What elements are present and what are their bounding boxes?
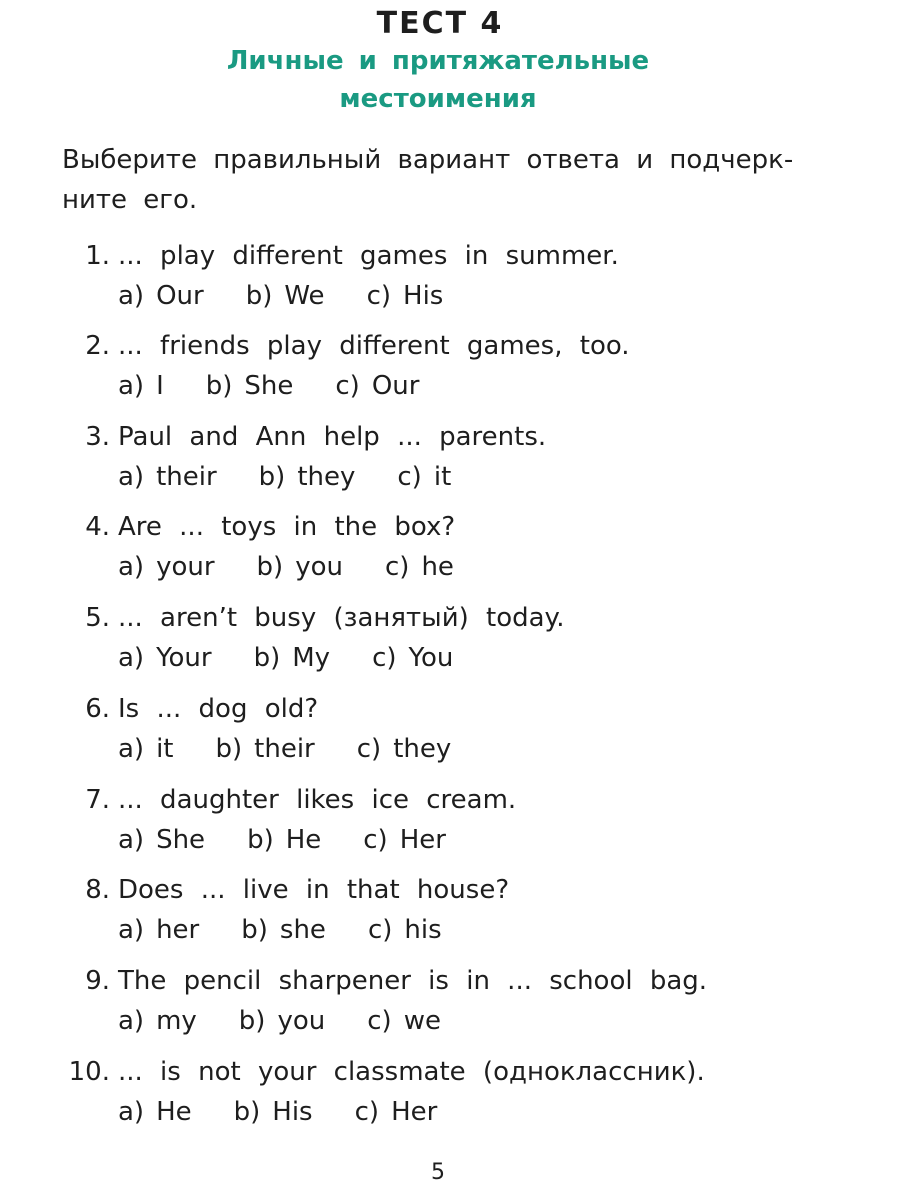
question-4: [0, 507, 900, 582]
instruction-line-2: ните его.: [62, 185, 198, 215]
option-text: you: [295, 552, 343, 582]
option-b[interactable]: [246, 276, 325, 316]
question-number: 8.: [85, 875, 110, 905]
option-letter: b): [258, 462, 286, 492]
option-c[interactable]: [372, 638, 453, 678]
answer-options: [118, 1092, 479, 1132]
option-a[interactable]: [118, 366, 164, 406]
option-letter: c): [356, 734, 382, 764]
option-text: Our: [156, 281, 204, 311]
option-text: Her: [391, 1097, 438, 1127]
option-letter: a): [118, 552, 145, 582]
option-letter: b): [215, 734, 243, 764]
option-b[interactable]: [254, 638, 330, 678]
option-letter: c): [363, 825, 388, 855]
question-text: ... is not your classmate (одноклассник).: [118, 1057, 705, 1087]
question-text: The pencil sharpener is in ... school bag.: [118, 966, 708, 996]
question-text: ... play different games in summer.: [118, 241, 619, 271]
question-text: Does ... live in that house?: [118, 875, 510, 905]
option-c[interactable]: [357, 729, 452, 769]
option-letter: c): [367, 915, 393, 945]
question-number: 4.: [85, 512, 110, 542]
question-9: [0, 961, 900, 1036]
option-a[interactable]: [118, 910, 199, 950]
instruction-line-1: Выберите правильный вариант ответа и подчерк-: [62, 145, 794, 175]
option-letter: b): [245, 281, 273, 311]
answer-options: [118, 729, 493, 769]
option-letter: a): [118, 281, 145, 311]
option-letter: c): [372, 643, 397, 673]
option-text: Your: [156, 643, 212, 673]
option-a[interactable]: [118, 1092, 192, 1132]
option-letter: a): [118, 643, 145, 673]
option-letter: a): [118, 371, 145, 401]
option-b[interactable]: [216, 729, 315, 769]
question-text: ... daughter likes ice cream.: [118, 785, 517, 815]
option-letter: a): [118, 462, 145, 492]
question-3: [0, 417, 900, 492]
option-text: it: [433, 462, 452, 492]
option-text: her: [156, 915, 200, 945]
option-c[interactable]: [385, 547, 454, 587]
option-text: We: [284, 281, 325, 311]
option-text: I: [156, 371, 164, 401]
answer-options: [118, 457, 493, 497]
option-b[interactable]: [206, 366, 294, 406]
question-number: 7.: [85, 785, 110, 815]
answer-options: [118, 276, 485, 316]
answer-options: [118, 910, 484, 950]
option-text: they: [393, 734, 452, 764]
option-a[interactable]: [118, 729, 174, 769]
option-text: his: [404, 915, 442, 945]
option-letter: b): [247, 825, 274, 855]
option-b[interactable]: [241, 910, 326, 950]
question-number: 2.: [85, 331, 110, 361]
option-letter: c): [384, 552, 410, 582]
question-1: [0, 236, 900, 311]
option-letter: a): [118, 915, 145, 945]
answer-options: [118, 547, 496, 587]
option-text: their: [254, 734, 315, 764]
option-c[interactable]: [363, 820, 446, 860]
question-text: Is ... dog old?: [118, 694, 319, 724]
option-letter: b): [233, 1097, 261, 1127]
option-c[interactable]: [335, 366, 419, 406]
option-text: Her: [399, 825, 446, 855]
option-letter: b): [205, 371, 233, 401]
option-text: You: [408, 643, 454, 673]
option-text: my: [156, 1006, 197, 1036]
option-letter: a): [118, 825, 145, 855]
question-7: [0, 780, 900, 855]
option-text: their: [156, 462, 217, 492]
option-text: She: [156, 825, 206, 855]
option-letter: c): [366, 281, 392, 311]
option-b[interactable]: [239, 1001, 325, 1041]
option-letter: c): [367, 1006, 392, 1036]
option-a[interactable]: [118, 276, 204, 316]
option-text: His: [403, 281, 444, 311]
option-a[interactable]: [118, 457, 217, 497]
option-text: Our: [371, 371, 420, 401]
option-text: your: [156, 552, 215, 582]
question-text: Paul and Ann help ... parents.: [118, 422, 547, 452]
option-c[interactable]: [367, 276, 444, 316]
test-title: ТЕСТ 4: [376, 6, 504, 41]
option-c[interactable]: [397, 457, 451, 497]
question-text: Are ... toys in the box?: [118, 512, 456, 542]
question-number: 1.: [85, 241, 110, 271]
question-text: ... aren’t busy (занятый) today.: [118, 603, 565, 633]
option-text: they: [297, 462, 356, 492]
option-text: His: [272, 1097, 313, 1127]
option-text: he: [421, 552, 454, 582]
option-c[interactable]: [355, 1092, 438, 1132]
option-b[interactable]: [257, 547, 343, 587]
option-letter: b): [253, 643, 281, 673]
question-number: 3.: [85, 422, 110, 452]
option-a[interactable]: [118, 1001, 197, 1041]
question-number: 5.: [85, 603, 110, 633]
option-c[interactable]: [367, 1001, 441, 1041]
instruction: [62, 140, 832, 220]
option-a[interactable]: [118, 638, 212, 678]
option-letter: c): [354, 1097, 380, 1127]
page-number: 5: [431, 1160, 445, 1185]
question-6: [0, 689, 900, 764]
option-letter: c): [397, 462, 422, 492]
question-8: [0, 870, 900, 945]
option-b[interactable]: [234, 1092, 313, 1132]
option-text: it: [156, 734, 174, 764]
answer-options: [118, 366, 461, 406]
option-letter: c): [335, 371, 360, 401]
option-letter: a): [118, 734, 145, 764]
question-10: [0, 1052, 900, 1127]
option-letter: b): [238, 1006, 266, 1036]
option-letter: b): [256, 552, 284, 582]
answer-options: [118, 820, 488, 860]
subtitle-line-2: местоимения: [339, 84, 537, 114]
answer-options: [118, 638, 495, 678]
option-letter: a): [118, 1006, 145, 1036]
option-c[interactable]: [368, 910, 442, 950]
option-text: He: [156, 1097, 192, 1127]
option-text: She: [244, 371, 294, 401]
option-text: she: [279, 915, 326, 945]
option-letter: b): [241, 915, 268, 945]
question-number: 9.: [85, 966, 110, 996]
option-text: He: [285, 825, 322, 855]
option-text: we: [403, 1006, 441, 1036]
answer-options: [118, 1001, 483, 1041]
subtitle-line-1: Личные и притяжательные: [226, 46, 650, 76]
question-number: 6.: [85, 694, 110, 724]
option-text: you: [277, 1006, 326, 1036]
option-letter: a): [118, 1097, 145, 1127]
question-number: 10.: [68, 1057, 110, 1087]
option-a[interactable]: [118, 547, 215, 587]
option-a[interactable]: [118, 820, 205, 860]
question-2: [0, 326, 900, 401]
option-b[interactable]: [259, 457, 356, 497]
option-b[interactable]: [247, 820, 321, 860]
option-text: My: [292, 643, 331, 673]
question-5: [0, 598, 900, 673]
question-text: ... friends play different games, too.: [118, 331, 630, 361]
